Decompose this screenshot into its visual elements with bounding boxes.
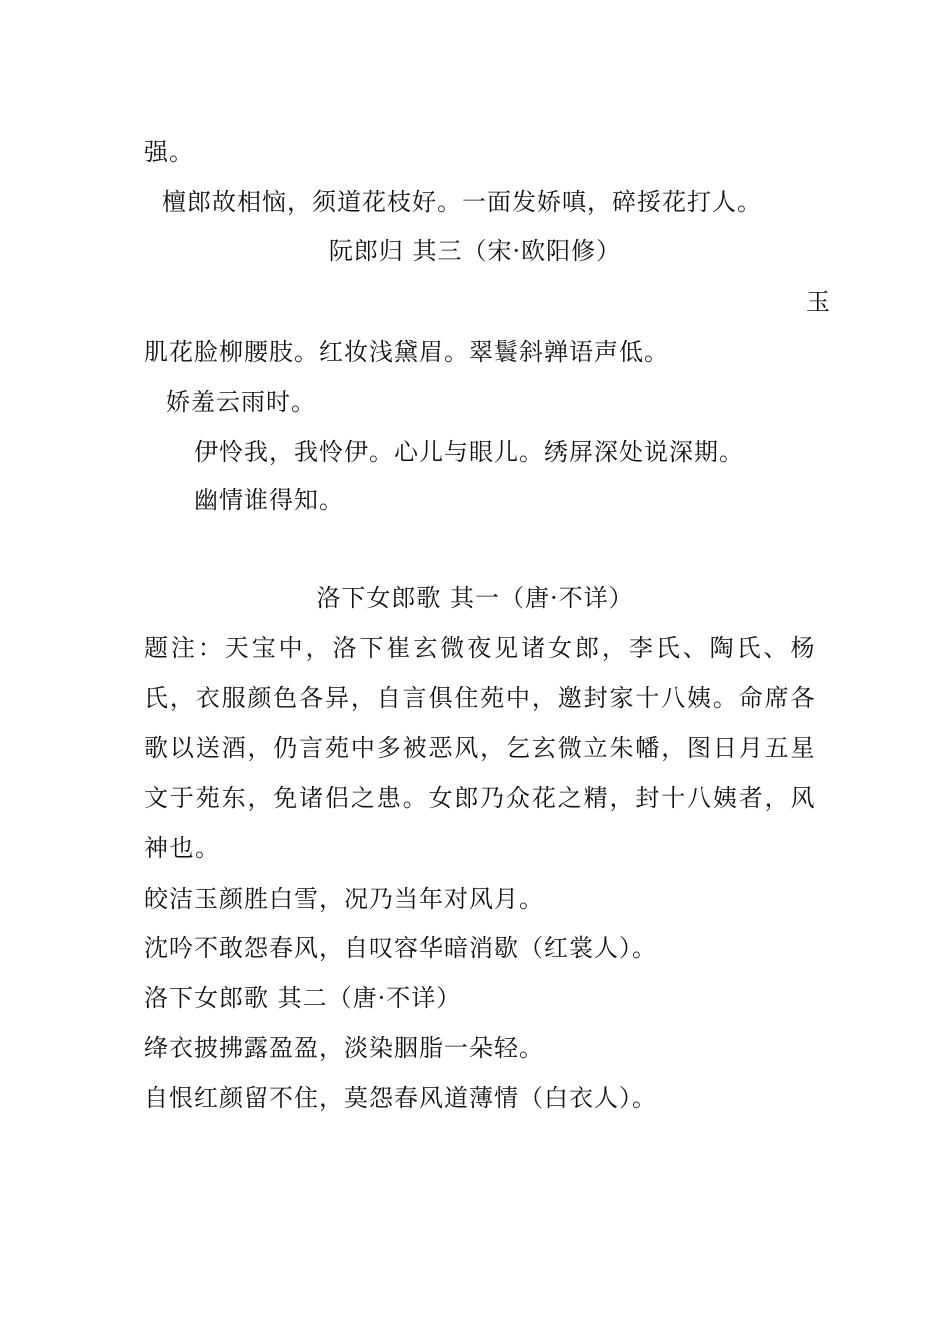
text-line: 皎洁玉颜胜白雪，况乃当年对风月。 bbox=[144, 885, 544, 913]
text-line: 洛下女郎歌 其二（唐·不详） bbox=[144, 984, 462, 1012]
poem-title: 洛下女郎歌 其一（唐·不详） bbox=[316, 584, 634, 612]
text-line: 幽情谁得知。 bbox=[194, 486, 344, 514]
title-note-paragraph: 题注：天宝中，洛下崔玄微夜见诸女郎，李氏、陶氏、杨氏，衣服颜色各异，自言俱住苑中，邀封家十八姨。命席各歌以送酒，仍言苑中多被恶风，乞玄微立朱幡，图日月五星文于苑东，免诸侣之患。女郎乃众花之精，封十八姨者，风神也。 bbox=[144, 634, 816, 862]
text-line: 玉 bbox=[806, 288, 831, 316]
text-line: 自恨红颜留不住，莫怨春风道薄情（白衣人）。 bbox=[144, 1084, 657, 1112]
poem-title: 阮郎归 其三（宋·欧阳修） bbox=[328, 237, 622, 265]
text-line: 强。 bbox=[144, 138, 194, 166]
text-line: 伊怜我，我怜伊。心儿与眼儿。绣屏深处说深期。 bbox=[194, 438, 744, 466]
text-line: 肌花脸柳腰肢。红妆浅黛眉。翠鬟斜亸语声低。 bbox=[144, 338, 669, 366]
text-line: 绛衣披拂露盈盈，淡染胭脂一朵轻。 bbox=[144, 1034, 544, 1062]
text-line: 檀郎故相恼，须道花枝好。一面发娇嗔，碎挼花打人。 bbox=[162, 188, 762, 216]
text-line: 娇羞云雨时。 bbox=[166, 388, 316, 416]
text-line: 沈吟不敢怨春风，自叹容华暗消歇（红裳人）。 bbox=[144, 934, 657, 962]
